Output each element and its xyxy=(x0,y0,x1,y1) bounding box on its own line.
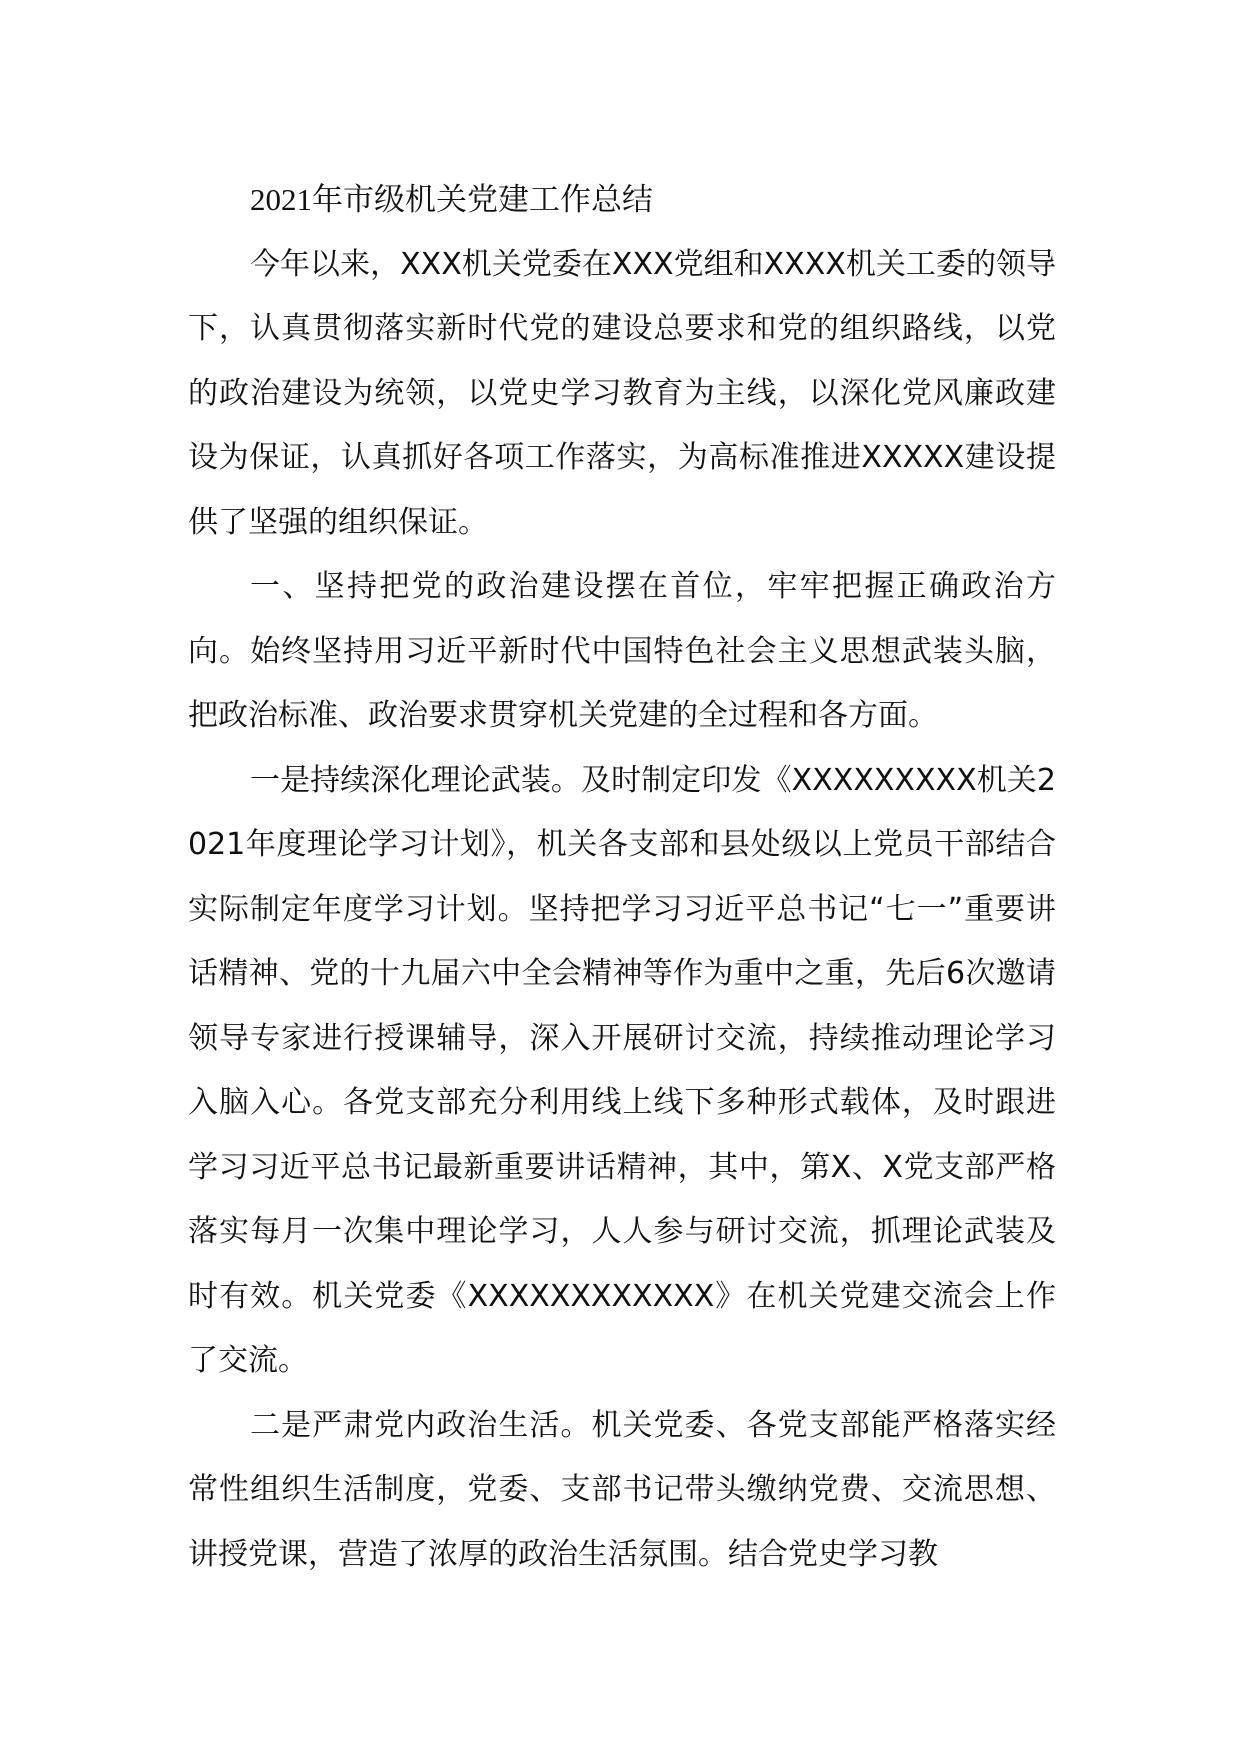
political-life-paragraph: 二是严肃党内政治生活。机关党委、各党支部能严格落实经常性组织生活制度，党委、支部书记带头缴纳党费、交流思想、讲授党课，营造了浓厚的政治生活氛围。结合党史学习教 xyxy=(188,1407,1056,1572)
document-body xyxy=(188,168,1056,1587)
document-title: 2021年市级机关党建工作总结 xyxy=(250,182,653,217)
intro-paragraph: 今年以来，XXX机关党委在XXX党组和XXXX机关工委的领导下，认真贯彻落实新时代党的建设总要求和党的组织路线，以党的政治建设为统领，以党史学习教育为主线，以深化党风廉政建设为保证，认真抓好各项工作落实，为高标准推进XXXXX建设提供了坚强的组织保证。 xyxy=(188,246,1056,540)
theory-study-paragraph: 一是持续深化理论武装。及时制定印发《XXXXXXXXX机关2021年度理论学习计划》，机关各支部和县处级以上党员干部结合实际制定年度学习计划。坚持把学习习近平总书记“七一”重要讲话精神、党的十九届六中全会精神等作为重中之重，先后6次邀请领导专家进行授课辅导，深入开展研讨交流，持续推动理论学习入脑入心。各党支部充分利用线上线下多种形式载体，及时跟进学习习近平总书记最新重要讲话精神，其中，第X、X党支部严格落实每月一次集中理论学习，人人参与研讨交流，抓理论武装及时有效。机关党委《XXXXXXXXXXXX》在机关党建交流会上作了交流。 xyxy=(188,762,1056,1378)
section-one-heading-paragraph: 一、坚持把党的政治建设摆在首位，牢牢把握正确政治方向。始终坚持用习近平新时代中国特色社会主义思想武装头脑，把政治标准、政治要求贯穿机关党建的全过程和各方面。 xyxy=(188,569,1056,733)
